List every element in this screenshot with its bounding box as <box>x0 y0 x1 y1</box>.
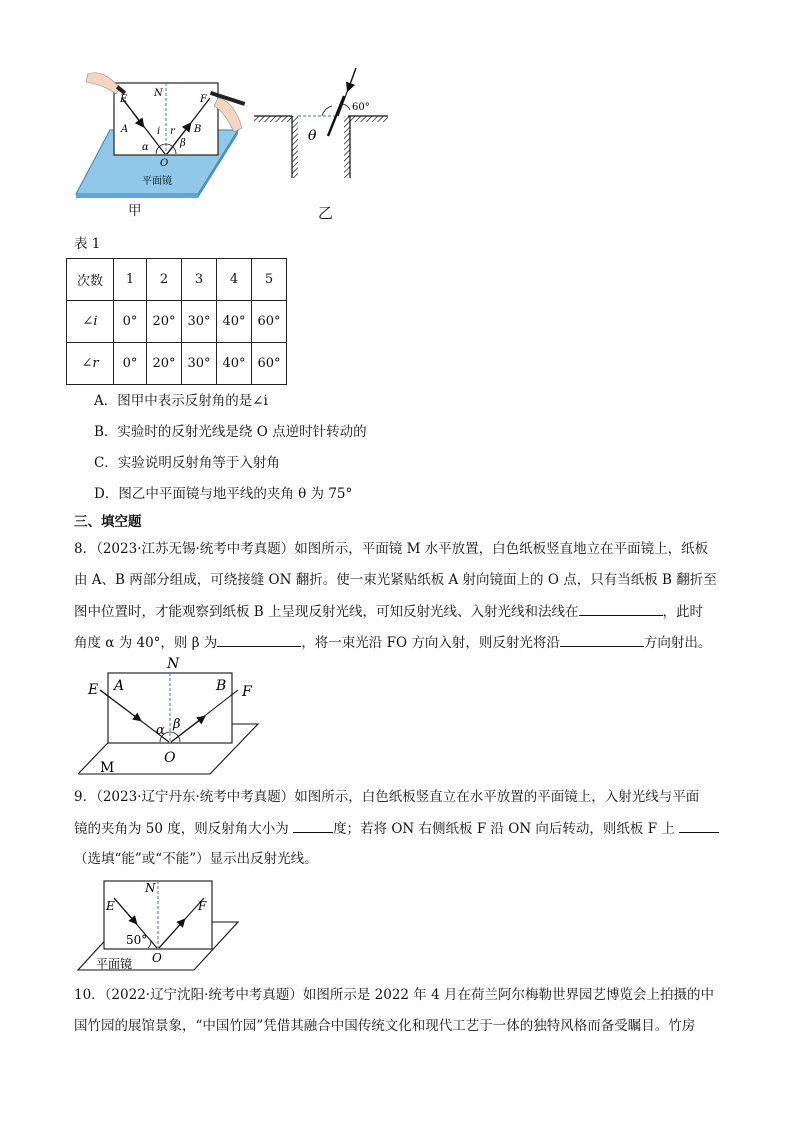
table-cell: 0° <box>114 301 147 343</box>
table-row <box>67 343 287 385</box>
table-header-row <box>67 259 287 301</box>
label-r: r <box>170 126 175 137</box>
figure-q9 <box>76 878 240 972</box>
label-A: A <box>121 124 129 135</box>
label-i: i <box>157 126 161 137</box>
figure-yi <box>252 66 392 178</box>
q8-label-B: B <box>216 678 227 694</box>
q8-label-beta: β <box>173 717 181 732</box>
left-hand <box>86 73 120 94</box>
q8-label-M: M <box>100 760 115 776</box>
angle-60: 60° <box>352 102 370 113</box>
label-B: B <box>194 124 202 135</box>
caption-yi: 乙 <box>318 204 334 222</box>
q10-line1: 10．（2022·辽宁沈阳·统考中考真题）如图所示是 2022 年 4 月在荷兰阿尔梅勒世界园艺博览会上拍摄的中 <box>74 987 714 1003</box>
q9-label-O: O <box>152 951 162 965</box>
q8-line4 <box>74 632 711 653</box>
q9-line1: 9．（2023·辽宁丹东·统考中考真题）如图所示，白色纸板竖直立在水平放置的平面镜上，入射光线与平面 <box>74 789 700 805</box>
q9-blank2[interactable] <box>679 818 719 833</box>
q10-line2: 国竹园的展馆景象，“中国竹园”凭借其融合中国传统文化和现代工艺于一体的独特风格而备受瞩目。竹房 <box>74 1018 696 1034</box>
option-b: B．实验时的反射光线是绕 O 点逆时针转动的 <box>94 424 367 440</box>
q8-line4a: 角度 α 为 40°，则 β 为 <box>74 635 218 651</box>
option-c: C．实验说明反射角等于入射角 <box>94 455 280 471</box>
table-row-label: ∠i <box>67 301 114 343</box>
label-theta: θ <box>308 128 317 144</box>
table-cell: 20° <box>147 343 182 385</box>
table-header-cell: 2 <box>147 259 182 301</box>
q8-line3b: ，此时 <box>662 604 704 620</box>
label-alpha: α <box>142 142 149 153</box>
q8-label-F: F <box>242 684 252 700</box>
table-header-cell: 1 <box>114 259 147 301</box>
label-O: O <box>160 158 169 169</box>
q9-label-N: N <box>145 881 156 895</box>
q8-line3 <box>74 601 703 622</box>
table-cell: 30° <box>182 343 217 385</box>
q9-label-F: F <box>198 899 207 913</box>
label-N: N <box>154 88 163 99</box>
table-cell: 30° <box>182 301 217 343</box>
label-beta: β <box>180 138 186 149</box>
section-title: 三、填空题 <box>74 514 142 530</box>
q9-line2b: 度；若将 ON 右侧纸板 F 沿 ON 向后转动，则纸板 F 上 <box>333 821 675 837</box>
q8-blank2[interactable] <box>217 632 301 647</box>
q8-line4b: ，将一束光沿 FO 方向入射，则反射光将沿 <box>301 635 560 651</box>
q9-label-mirror: 平面镜 <box>96 957 133 971</box>
q9-label-angle: 50° <box>126 933 148 947</box>
label-E: E <box>120 94 128 105</box>
q9-line3: （选填“能”或“不能”）显示出反射光线。 <box>74 851 318 867</box>
q9-label-E: E <box>106 899 115 913</box>
table-header-cell: 5 <box>252 259 287 301</box>
caption-jia: 甲 <box>128 203 142 219</box>
table-header-cell: 4 <box>217 259 252 301</box>
option-d: D．图乙中平面镜与地平线的夹角 θ 为 75° <box>94 486 353 502</box>
figure-q8 <box>78 656 268 780</box>
table-row-label: ∠r <box>67 343 114 385</box>
table-cell: 0° <box>114 343 147 385</box>
table-cell: 60° <box>252 301 287 343</box>
data-table <box>66 258 287 385</box>
q8-line3a: 图中位置时，才能观察到纸板 B 上呈现反射光线，可知反射光线、入射光线和法线在 <box>74 604 579 620</box>
table-header-cell: 次数 <box>67 259 114 301</box>
label-F: F <box>200 94 207 105</box>
q8-label-N: N <box>167 656 180 672</box>
q9-blank1[interactable] <box>293 818 333 833</box>
q9-line2a: 镜的夹角为 50 度，则反射角大小为 <box>74 821 289 837</box>
q8-line1: 8．（2023·江苏无锡·统考中考真题）如图所示，平面镜 M 水平放置，白色纸板竖直地立在平面镜上，纸板 <box>74 541 709 557</box>
figure-jia <box>70 66 250 206</box>
table-cell: 60° <box>252 343 287 385</box>
table-cell: 20° <box>147 301 182 343</box>
q9-line2 <box>74 818 719 839</box>
q8-blank1[interactable] <box>579 601 663 616</box>
table-header-cell: 3 <box>182 259 217 301</box>
option-a: A．图甲中表示反射角的是∠i <box>94 393 268 409</box>
table-caption: 表 1 <box>74 236 101 252</box>
table-cell: 40° <box>217 343 252 385</box>
q8-label-E: E <box>88 682 99 698</box>
table-row <box>67 301 287 343</box>
q8-label-O: O <box>164 750 176 766</box>
q8-line2: 由 A、B 两部分组成，可绕接缝 ON 翻折。使一束光紧贴纸板 A 射向镜面上的 O 点，只有当纸板 B 翻折至 <box>74 572 717 588</box>
q8-label-A: A <box>114 678 125 694</box>
q8-line4c: 方向射出。 <box>643 635 712 651</box>
table-cell: 40° <box>217 301 252 343</box>
q8-blank3[interactable] <box>560 632 644 647</box>
q8-label-alpha: α <box>156 723 165 738</box>
label-mirror: 平面镜 <box>142 176 172 187</box>
